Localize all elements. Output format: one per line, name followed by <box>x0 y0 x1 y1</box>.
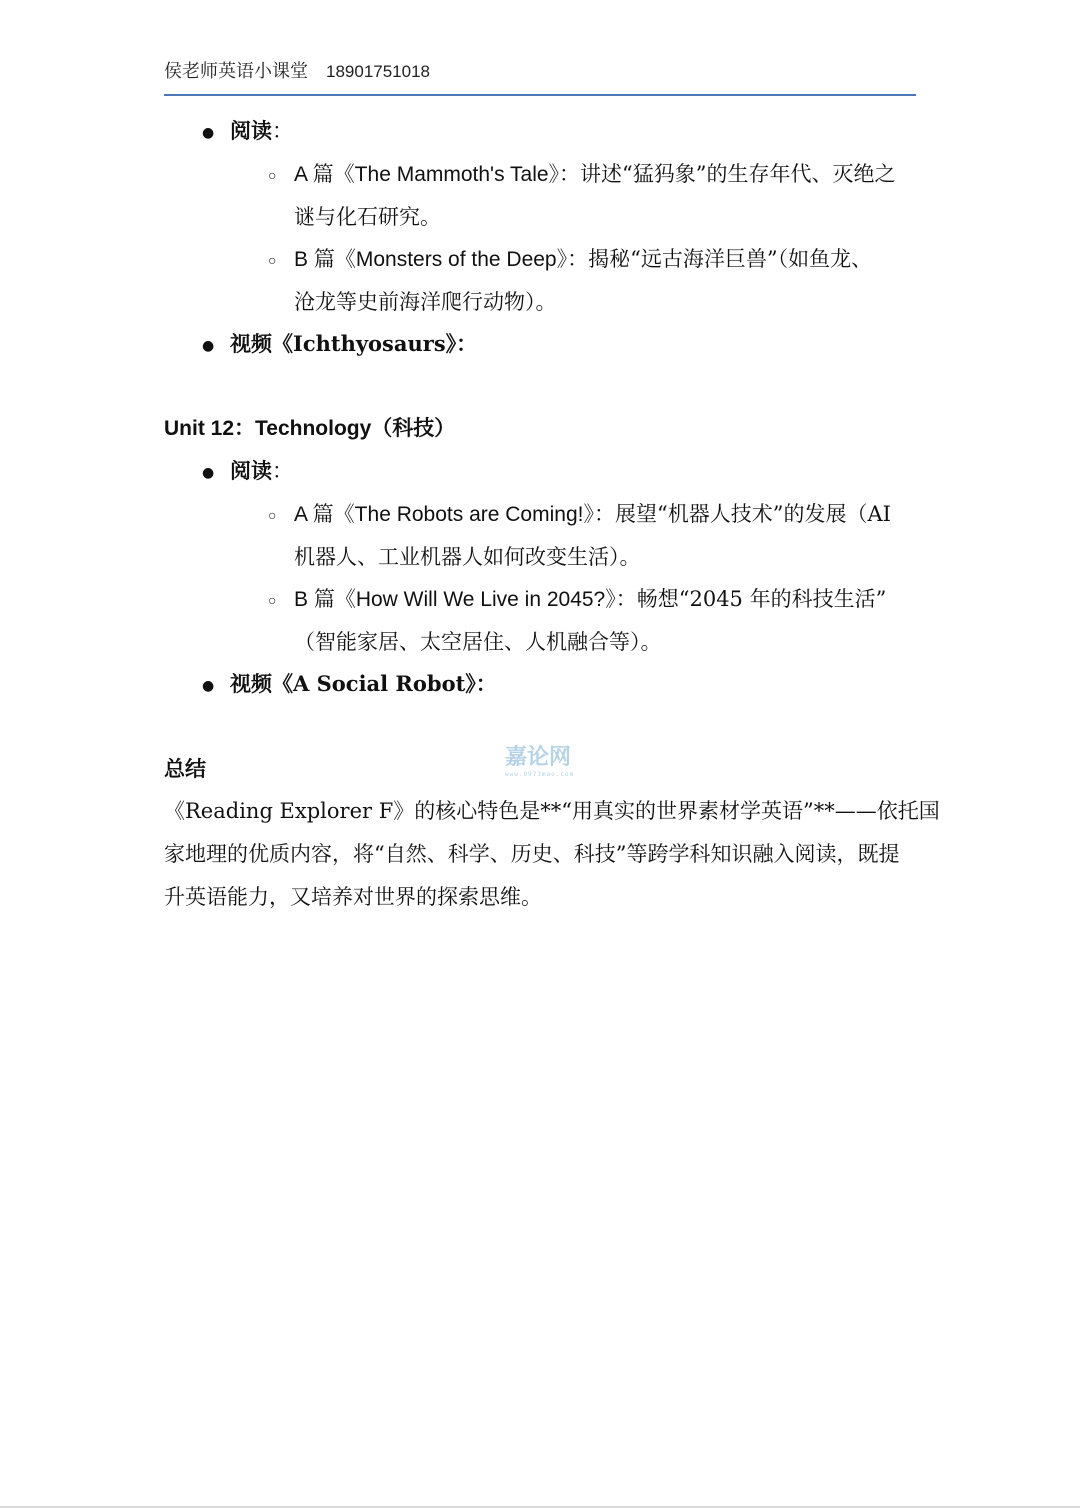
page-header <box>164 58 916 96</box>
sub-bullet-icon: ○ <box>268 252 277 268</box>
u11-item-b-line2: 沧龙等史前海洋爬行动物）。 <box>294 290 557 314</box>
u11-video: 视频《Ichthyosaurs》： <box>230 331 478 356</box>
u12-item-b-line2: （智能家居、太空居住、人机融合等）。 <box>294 630 662 654</box>
u12-item-b-line1: B 篇《How Will We Live in 2045?》：畅想“2045 年的科技生活” <box>294 587 887 611</box>
u11-item-a-line1: A 篇《The Mammoth's Tale》：讲述“猛犸象”的生存年代、灭绝之 <box>294 162 896 186</box>
summary-line-2: 家地理的优质内容，将“自然、科学、历史、科技”等跨学科知识融入阅读，既提 <box>164 842 900 866</box>
bullet-icon: ● <box>202 125 215 141</box>
sub-bullet-icon: ○ <box>268 167 277 183</box>
bullet-icon: ● <box>202 338 215 354</box>
u12-item-a-line2: 机器人、工业机器人如何改变生活）。 <box>294 545 641 569</box>
summary-line-3: 升英语能力，又培养对世界的探索思维。 <box>164 885 542 909</box>
watermark-logo <box>505 745 593 783</box>
header-title: 侯老师英语小课堂 <box>164 61 308 82</box>
watermark-text: 嘉论网 <box>505 745 572 770</box>
header-phone: 18901751018 <box>326 62 431 81</box>
u12-video: 视频《A Social Robot》： <box>230 671 497 696</box>
unit12-heading: Unit 12：Technology（科技） <box>164 417 456 440</box>
watermark-url: www.9973mao.com <box>505 771 575 778</box>
reading-label-u12: 阅读： <box>230 458 293 483</box>
bullet-icon: ● <box>202 465 215 481</box>
sub-bullet-icon: ○ <box>268 592 277 608</box>
u11-item-b-line1: B 篇《Monsters of the Deep》：揭秘“远古海洋巨兽”（如鱼龙、 <box>294 247 873 271</box>
bullet-icon: ● <box>202 678 215 694</box>
u11-item-a-line2: 谜与化石研究。 <box>294 205 441 229</box>
summary-heading: 总结 <box>164 756 206 781</box>
sub-bullet-icon: ○ <box>268 507 277 523</box>
u12-item-a-line1: A 篇《The Robots are Coming!》：展望“机器人技术”的发展（AI <box>294 502 891 526</box>
reading-label-u11: 阅读： <box>230 118 293 143</box>
summary-line-1: 《Reading Explorer F》的核心特色是**“用真实的世界素材学英语”**——依托国 <box>164 799 940 823</box>
